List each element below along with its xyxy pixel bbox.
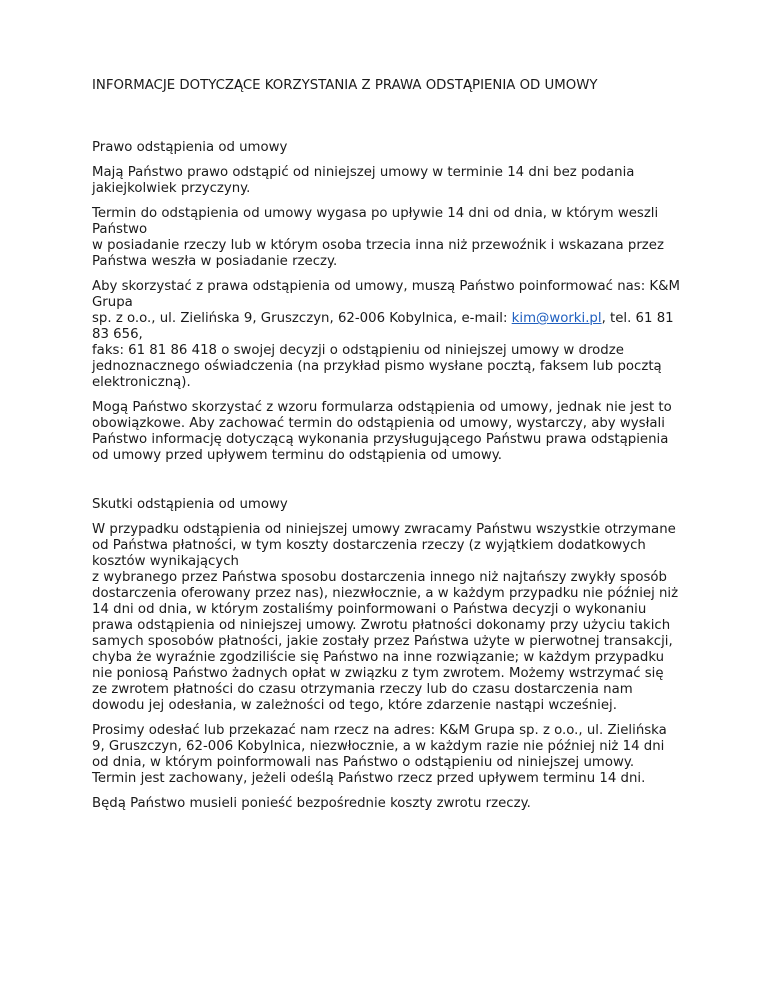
paragraph-withdrawal-form: Mogą Państwo skorzystać z wzoru formularza odstąpienia od umowy, jednak nie jest to obowiązkowe. Aby zachować termin do odstąpienia od umowy, wystarczy, aby wysłali Państwo informację dotyczącą wykonania przysługującego Państwu prawa odstąpienia od umowy przed upływem terminu do odstąpienia od umowy. [92, 400, 672, 463]
paragraph-line: w posiadanie rzeczy lub w którym osoba trzecia inna niż przewoźnik i wskazana przez Państwa weszła w posiadanie rzeczy. [92, 238, 664, 269]
paragraph-line: faks: 61 81 86 418 o swojej decyzji o odstąpieniu od niniejszej umowy w drodze jednoznacznego oświadczenia (na przykład pismo wysłane pocztą, faksem lub pocztą elektroniczną). [92, 343, 662, 390]
paragraph-line: sp. z o.o., ul. Zielińska 9, Gruszczyn, 62-006 Kobylnica, e-mail: [92, 311, 512, 326]
paragraph-line: , tel. 61 81 83 656, [92, 311, 674, 342]
paragraph-line: Aby skorzystać z prawa odstąpienia od umowy, muszą Państwo poinformować nas: K&M Grupa [92, 279, 680, 310]
paragraph-refund [92, 522, 682, 714]
paragraph-withdrawal-deadline [92, 206, 682, 270]
paragraph-line: Termin do odstąpienia od umowy wygasa po upływie 14 dni od dnia, w którym weszli Państwo [92, 206, 659, 237]
document-page [92, 78, 682, 812]
paragraph-return-costs: Będą Państwo musieli ponieść bezpośrednie koszty zwrotu rzeczy. [92, 796, 531, 811]
spacer [92, 94, 682, 140]
paragraph-return-address: Prosimy odesłać lub przekazać nam rzecz na adres: K&M Grupa sp. z o.o., ul. Zielińska 9, Gruszczyn, 62-006 Kobylnica, niezwłocznie, a w każdym razie nie później niż 14 dni od dnia, w którym poinformowali nas Państwo o odstąpieniu od niniejszej umowy. Termin jest zachowany, jeżeli odeślą Państwo rzecz przed upływem terminu 14 dni. [92, 723, 667, 786]
paragraph-how-to-withdraw [92, 279, 682, 391]
paragraph-line: z wybranego przez Państwa sposobu dostarczenia innego niż najtańszy zwykły sposób dostarczenia oferowany przez nas), niezwłocznie, a w każdym przypadku nie później niż 14 dni od dnia, w którym zostaliśmy poinformowani o Państwa decyzji o wykonaniu prawa odstąpienia od niniejszej umowy. Zwrotu płatności dokonamy przy użyciu takich samych sposobów płatności, jakie zostały przez Państwa użyte w pierwotnej transakcji, chyba że wyraźnie zgodziliście się Państwo na inne rozwiązanie; w każdym przypadku nie poniosą Państwo żadnych opłat w związku z tym zwrotem. Możemy wstrzymać się ze zwrotem płatności do czasu otrzymania rzeczy lub do czasu dostarczenia nam dowodu jej odesłania, w zależności od tego, które zdarzenie nastąpi wcześniej. [92, 570, 679, 713]
paragraph-line: W przypadku odstąpienia od niniejszej umowy zwracamy Państwu wszystkie otrzymane od Państwa płatności, w tym koszty dostarczenia rzeczy (z wyjątkiem dodatkowych kosztów wynikających [92, 522, 676, 569]
paragraph-right-to-withdraw: Mają Państwo prawo odstąpić od niniejszej umowy w terminie 14 dni bez podania jakiejkolwiek przyczyny. [92, 165, 635, 196]
section-heading-withdrawal-right: Prawo odstąpienia od umowy [92, 140, 288, 155]
email-link[interactable]: kim@worki.pl [511, 311, 602, 326]
document-title: INFORMACJE DOTYCZĄCE KORZYSTANIA Z PRAWA ODSTĄPIENIA OD UMOWY [92, 78, 598, 93]
section-heading-withdrawal-effects: Skutki odstąpienia od umowy [92, 497, 288, 512]
